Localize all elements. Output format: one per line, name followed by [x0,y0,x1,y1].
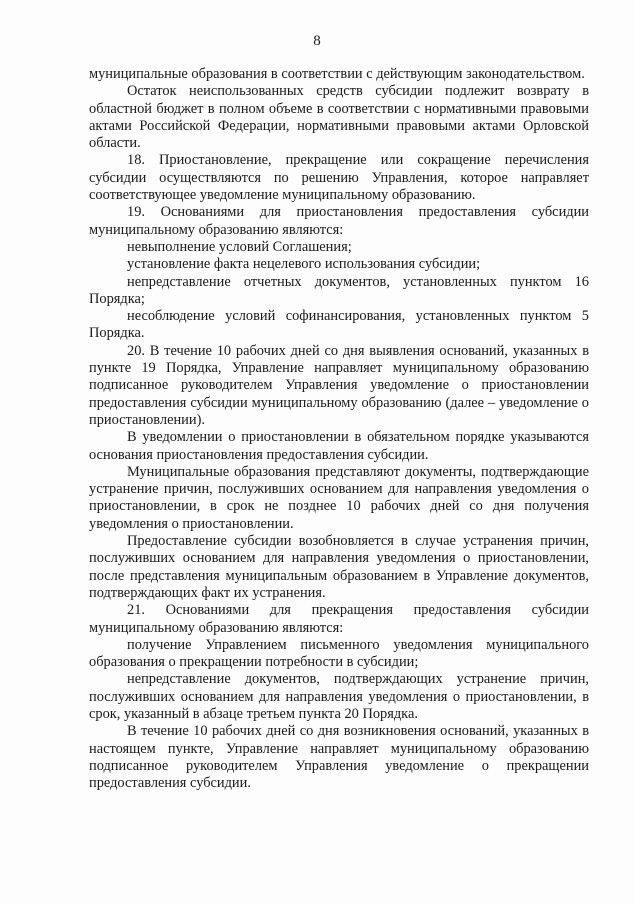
paragraph: Предоставление субсидии возобновляется в случае устранения причин, послуживших основанием для направления уведомления о приостановлении, после представления муниципальным образованием в Управление документов, подтверждающих факт их устранения. [89,533,589,601]
paragraph: несоблюдение условий софинансирования, установленных пунктом 5 Порядка. [89,308,589,342]
paragraph: 19. Основаниями для приостановления предоставления субсидии муниципальному образованию являются: [89,204,589,238]
paragraph: невыполнение условий Соглашения; [127,238,352,255]
paragraph: непредставление отчетных документов, установленных пунктом 16 Порядка; [89,273,589,307]
document-body [89,66,589,792]
paragraph: 20. В течение 10 рабочих дней со дня выявления оснований, указанных в пункте 19 Порядка, Управление направляет муниципальному образованию подписанное руководителем Управления уведомление о приостановлении предоставления субсидии муниципальному образованию (далее – уведомление о приостановлении). [89,342,589,428]
paragraph: Муниципальные образования представляют документы, подтверждающие устранение причин, послуживших основанием для направления уведомления о приостановлении, в срок не позднее 10 рабочих дней со дня получения уведомления о приостановлении. [89,463,589,532]
page-number: 8 [313,33,321,49]
paragraph: 18. Приостановление, прекращение или сокращение перечисления субсидии осуществляются по решению Управления, которое направляет соответствующее уведомление муниципальному образованию. [89,152,589,204]
paragraph: В уведомлении о приостановлении в обязательном порядке указываются основания приостановления предоставления субсидии. [89,429,589,463]
paragraph: получение Управлением письменного уведомления муниципального образования о прекращении потребности в субсидии; [89,636,589,671]
paragraph: В течение 10 рабочих дней со дня возникновения оснований, указанных в настоящем пункте, Управление направляет муниципальному образованию подписанное руководителем Управления уведомление о прекращении предоставления субсидии. [89,723,589,792]
paragraph: Остаток неиспользованных средств субсидии подлежит возврату в областной бюджет в полном объеме в соответствии с нормативными правовыми актами Российской Федерации, нормативными правовыми актами Орловской области. [89,83,589,152]
paragraph: непредставление документов, подтверждающих устранение причин, послуживших основанием для направления уведомления о приостановлении, в срок, указанный в абзаце третьем пункта 20 Порядка. [89,671,589,722]
paragraph: муниципальные образования в соответствии с действующим законодательством. [89,66,585,82]
paragraph: 21. Основаниями для прекращения предоставления субсидии муниципальному образованию являются: [89,602,589,636]
paragraph: установление факта нецелевого использования субсидии; [127,256,481,273]
